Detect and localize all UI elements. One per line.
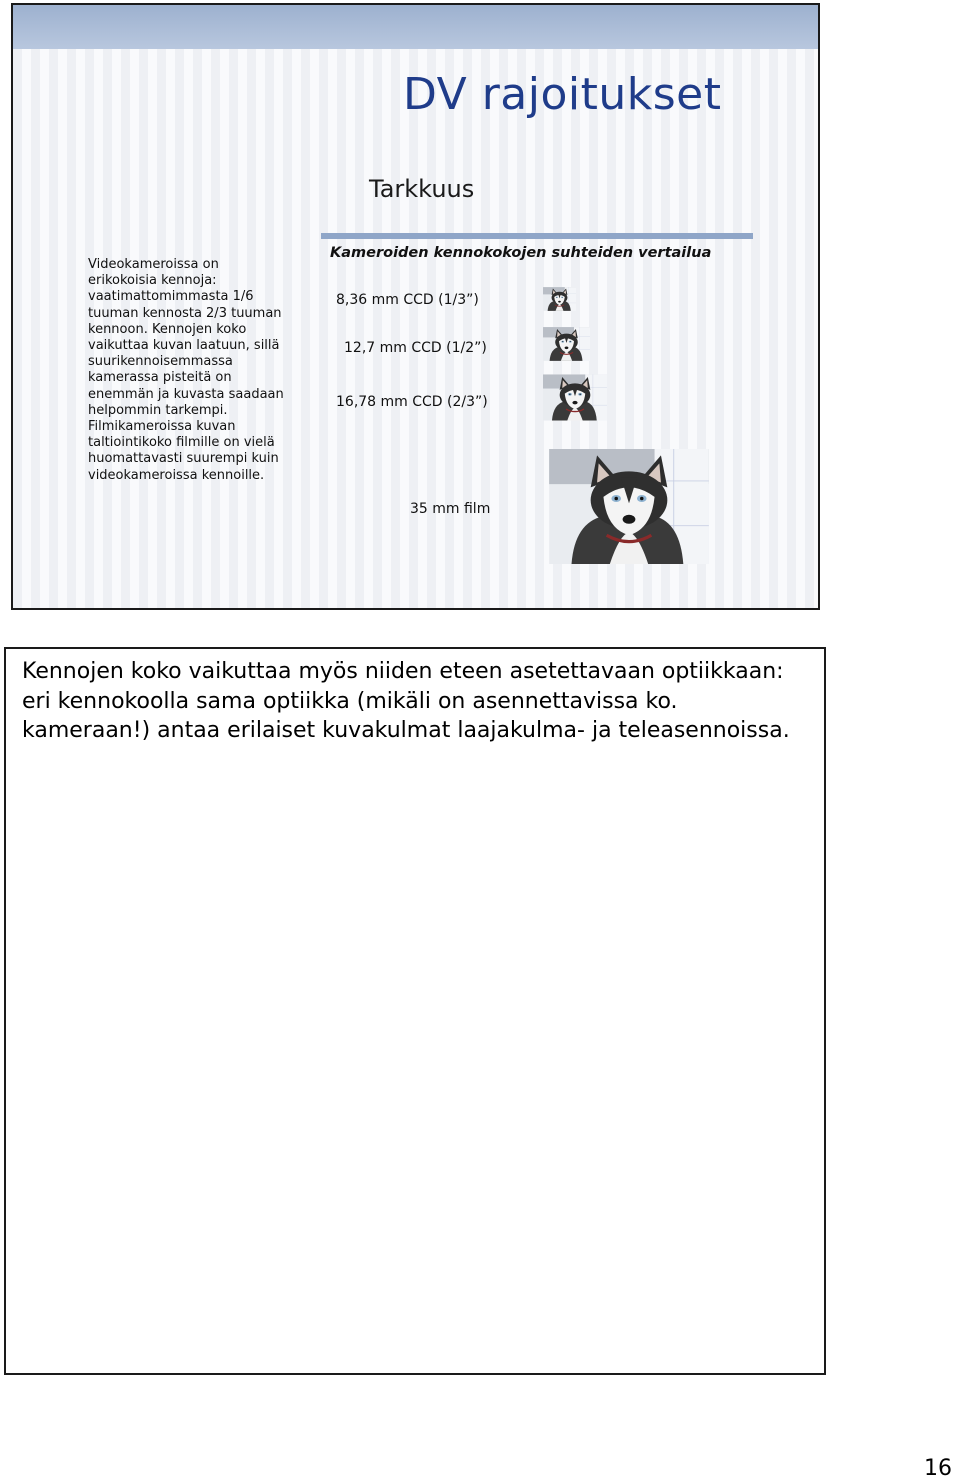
husky-photo-large bbox=[543, 374, 607, 421]
speaker-notes bbox=[4, 647, 826, 1375]
notes-text: Kennojen koko vaikuttaa myös niiden eteen asetettavaan optiikkaan: eri kennokoolla sama optiikka (mikäli on asennettavissa ko. kameraan!) antaa erilaiset kuvakulmat laajakulma- ja teleasennoissa. bbox=[22, 659, 790, 743]
husky-photo-medium bbox=[543, 327, 590, 361]
husky-photo-small bbox=[543, 287, 576, 311]
figure-title: Kameroiden kennokokojen suhteiden vertailua bbox=[330, 245, 712, 261]
sensor-label-2-3: 16,78 mm CCD (2/3”) bbox=[336, 394, 488, 410]
sensor-label-35mm: 35 mm film bbox=[410, 501, 491, 517]
sensor-label-1-2: 12,7 mm CCD (1/2”) bbox=[344, 340, 487, 356]
sensor-label-1-3: 8,36 mm CCD (1/3”) bbox=[336, 292, 479, 308]
figure-title-bar bbox=[321, 233, 753, 239]
husky-photo-35mm bbox=[549, 449, 709, 564]
slide bbox=[11, 3, 820, 610]
slide-header-bar bbox=[13, 5, 818, 49]
page-number: 16 bbox=[924, 1456, 952, 1481]
slide-title: DV rajoitukset bbox=[403, 69, 722, 120]
slide-body-text: Videokameroissa on erikokoisia kennoja: vaatimattomimmasta 1/6 tuuman kennosta 2/3 tuuman kennoon. Kennojen koko vaikuttaa kuvan laatuun, sillä suurikennoisemmassa kamerassa pisteitä on enemmän ja kuvasta saadaan helpommin tarkempi. Filmikameroissa kuvan taltiointikoko filmille on vielä huomattavasti suurempi kuin videokameroissa kennoille. bbox=[88, 257, 284, 483]
slide-subtitle: Tarkkuus bbox=[369, 175, 475, 203]
